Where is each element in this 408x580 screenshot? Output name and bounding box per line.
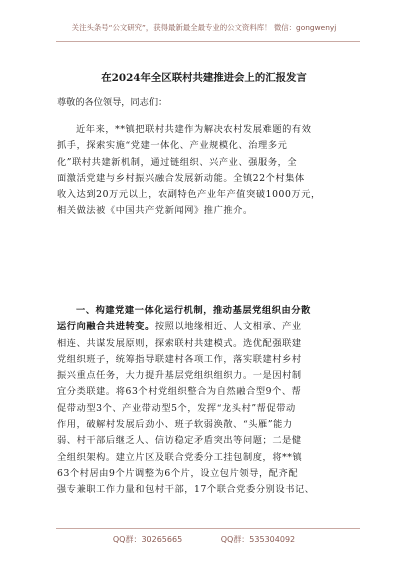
text-line (57, 319, 357, 335)
text-line: 振兴重点任务，大力提升基层党组织组织力。一是因村制 (57, 370, 302, 382)
text-line: 抓手，探索实施“党建一体化、产业规模化、治理多元 (57, 140, 288, 152)
text-line: 强专兼职工作力量和包村干部，17个联合党委分别设书记、 (57, 484, 315, 496)
text-line: 化”联村共建新机制，通过链组织、兴产业、强服务，全 (57, 156, 298, 168)
text-line: 作用，破解村发展后劲小、班子软弱涣散、“头雁”能力 (57, 419, 293, 431)
qq-group-2: QQ群：535304092 (220, 535, 296, 544)
text-line: 党组织班子，统筹指导联建村各项工作，落实联建村乡村 (57, 353, 302, 365)
text-line: 收入达到20万元以上，农副特色产业年产值突破1000万元， (57, 189, 321, 201)
document-title: 在2024年全区联村共建推进会上的汇报发言 (101, 72, 307, 84)
text-line: 促带动型3个、产业带动型5个，发挥“龙头村”帮促带动 (57, 402, 296, 414)
header-banner: 关注头条号“公文研究”，获得最新最全最专业的公文资料库！ 微信：gongwenyj (71, 23, 337, 32)
paragraph-intro (57, 122, 357, 220)
footer-contacts (0, 534, 408, 545)
text-line: 面激活党建与乡村振兴融合发展新动能。全镇22个村集体 (57, 172, 305, 184)
footer-divider (56, 528, 360, 529)
text-line: 宜分类联建。将63个村党组织整合为自然融合型9个、帮 (57, 386, 302, 398)
text-line: 相连、共谋发展原则，探索联村共建模式。选优配强联建 (57, 337, 302, 349)
text-line: 63个村居由9个片调整为6个片，设立包片领导，配齐配 (57, 467, 299, 479)
qq-group-1: QQ群：30265665 (112, 535, 183, 544)
text-fragment: 按照以地缘相近、人文相承、产业 (154, 321, 302, 333)
text-line: 弱、村干部后继乏人、信访稳定矛盾突出等问题；二是健 (57, 435, 302, 447)
header-divider (56, 41, 360, 42)
section-heading-cont: 运行向融合共进转变。 (57, 321, 155, 333)
text-line: 近年来，**镇把联村共建作为解决农村发展难题的有效 (76, 124, 312, 135)
paragraph-section-1 (57, 303, 357, 499)
text-line: 相关做法被《中国共产党新闻网》推广推介。 (57, 205, 253, 217)
salutation: 尊敬的各位领导，同志们： (57, 97, 168, 108)
section-heading: 一、构建党建一体化运行机制，推动基层党组织由分散 (76, 305, 311, 316)
text-line: 全组织架构。建立片区及联合党委分工挂包制度，将**镇 (57, 451, 303, 463)
